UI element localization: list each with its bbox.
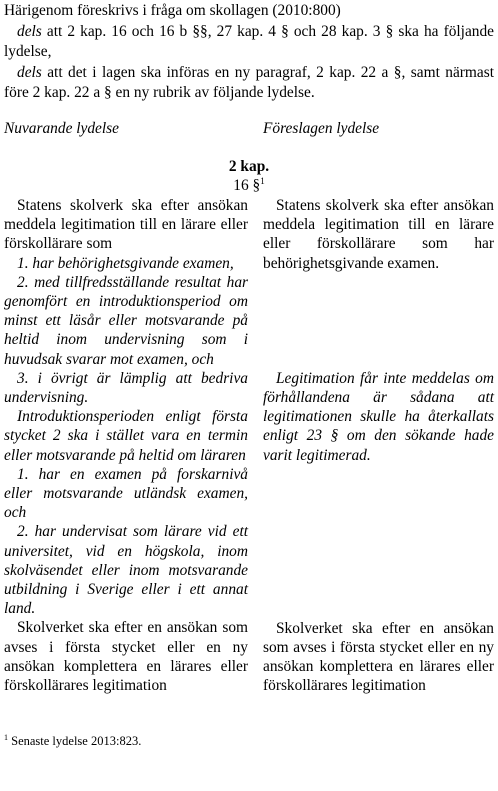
current-paragraph-3: 2. med tillfredsställande resultat har genomfört en introduktionsperiod om minst ett läsår eller motsvarande på heltid inom undervisning som i huvudsak svarar mot examen, och <box>4 273 248 368</box>
proposed-paragraph-2: Legitimation får inte meddelas om förhållandena är sådana att legitimationen skulle ha återkallats enligt 23 § om den sökande hade varit legitimerad. <box>263 369 494 464</box>
current-paragraph-7: 2. har undervisat som lärare vid ett universitet, vid en högskola, inom skolväsendet eller inom motsvarande utbildning i Sverige eller i ett annat land. <box>4 523 248 618</box>
proposed-wording-column <box>263 196 494 696</box>
heading-proposed-wording: Föreslagen lydelse <box>263 120 380 137</box>
intro-line-1: Härigenom föreskrivs i fråga om skollagen (2010:800) <box>4 2 341 19</box>
footnote <box>4 734 141 749</box>
intro-text <box>4 1 494 104</box>
current-wording-column <box>4 196 248 695</box>
footnote-mark: 1 <box>4 732 8 742</box>
dels-keyword: dels <box>17 22 42 40</box>
current-paragraph-1: Statens skolverk ska efter ansökan meddela legitimation till en lärare eller förskollärare som <box>4 197 248 253</box>
intro-paragraph-dels-1 <box>4 22 494 63</box>
heading-current-wording: Nuvarande lydelse <box>4 120 119 137</box>
footnote-reference: 1 <box>260 175 265 186</box>
footnote-text: Senaste lydelse 2013:823. <box>8 734 142 748</box>
section-title <box>0 176 498 195</box>
current-paragraph-2: 1. har behörighetsgivande examen, <box>17 254 234 272</box>
intro-paragraph-dels-2 <box>4 63 494 104</box>
chapter-heading <box>0 157 498 195</box>
chapter-title: 2 kap. <box>228 158 270 175</box>
current-paragraph-8: Skolverket ska efter en ansökan som avses i första stycket eller en ny ansökan komplettera en lärares eller förskollärares legitimation <box>4 619 248 695</box>
current-paragraph-4: 3. i övrigt är lämplig att bedriva undervisning. <box>4 369 248 407</box>
dels-keyword: dels <box>17 63 42 81</box>
current-paragraph-6: 1. har en examen på forskarnivå eller motsvarande utländsk examen, och <box>4 465 248 522</box>
proposed-paragraph-3: Skolverket ska efter en ansökan som avses i första stycket eller en ny ansökan komplettera en lärares eller förskollärares legitimation <box>263 619 494 695</box>
proposed-paragraph-1: Statens skolverk ska efter ansökan meddela legitimation till en lärare eller förskollärare som har behörighetsgivande examen. <box>263 197 494 272</box>
current-paragraph-5: Introduktionsperioden enligt första stycket 2 ska i stället vara en termin eller motsvarande på heltid om läraren <box>4 408 248 464</box>
intro-paragraph-dels-1-text: att 2 kap. 16 och 16 b §§, 27 kap. 4 § och 28 kap. 3 § ska ha följande lydelse, <box>4 22 494 60</box>
intro-paragraph-dels-2-text: att det i lagen ska införas en ny paragraf, 2 kap. 22 a §, samt närmast före 2 kap. 22 a § en ny rubrik av följande lydelse. <box>4 63 494 101</box>
section-number: 16 § <box>233 177 261 194</box>
